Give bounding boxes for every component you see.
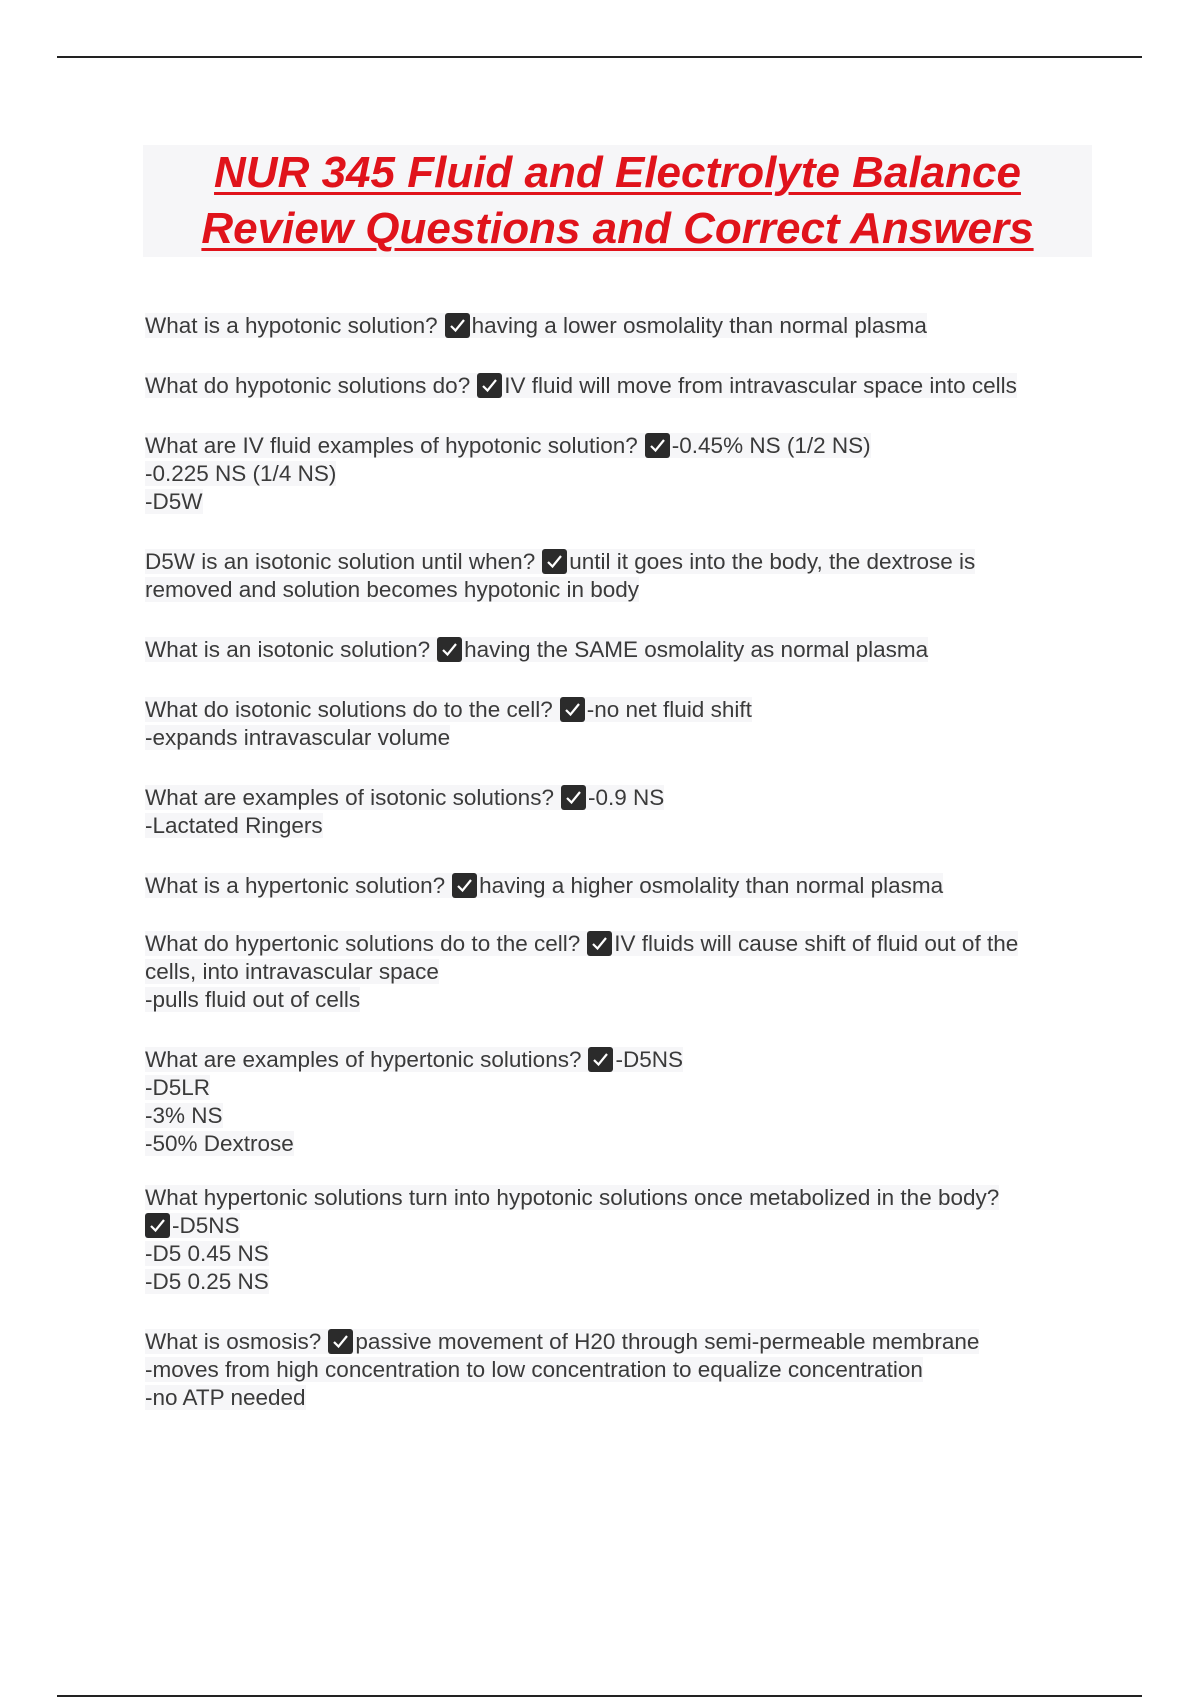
qa-item — [145, 930, 1095, 1014]
answer-line: -moves from high concentration to low concentration to equalize concentration — [145, 1357, 923, 1382]
answer-line: -expands intravascular volume — [145, 725, 451, 750]
qa-item — [145, 636, 1095, 664]
check-icon — [560, 697, 585, 722]
check-icon — [645, 433, 670, 458]
check-icon — [145, 1213, 170, 1238]
answer-line: -D5 0.45 NS — [145, 1241, 269, 1266]
title-line-1: NUR 345 Fluid and Electrolyte Balance — [214, 148, 1021, 197]
check-icon — [452, 873, 477, 898]
qa-item — [145, 432, 1095, 516]
question-text: What do isotonic solutions do to the cell? — [145, 697, 553, 722]
qa-item — [145, 872, 1095, 900]
question-text: What is osmosis? — [145, 1329, 322, 1354]
answer-line: -pulls fluid out of cells — [145, 987, 361, 1012]
check-icon — [477, 373, 502, 398]
answer-text: IV fluids will cause shift of fluid out of the — [614, 931, 1019, 956]
question-text: What are examples of isotonic solutions? — [145, 785, 554, 810]
qa-item — [145, 1046, 1095, 1158]
answer-line: -D5LR — [145, 1075, 211, 1100]
question-text: What are IV fluid examples of hypotonic solution? — [145, 433, 638, 458]
qa-item — [145, 1328, 1095, 1412]
answer-line: -no ATP needed — [145, 1385, 306, 1410]
answer-line: -50% Dextrose — [145, 1131, 294, 1156]
answer-text: having the SAME osmolality as normal plasma — [464, 637, 929, 662]
answer-line: -0.225 NS (1/4 NS) — [145, 461, 337, 486]
answer-line: removed and solution becomes hypotonic in body — [145, 577, 640, 602]
question-text: What do hypotonic solutions do? — [145, 373, 471, 398]
answer-text: having a lower osmolality than normal plasma — [471, 313, 927, 338]
document-title — [143, 145, 1092, 257]
question-text: What are examples of hypertonic solutions? — [145, 1047, 582, 1072]
question-text: What is an isotonic solution? — [145, 637, 431, 662]
qa-item — [145, 696, 1095, 752]
qa-item — [145, 1184, 1095, 1296]
footer-rule — [57, 1695, 1142, 1697]
answer-text: passive movement of H20 through semi-permeable membrane — [355, 1329, 980, 1354]
answer-line: -Lactated Ringers — [145, 813, 323, 838]
title-line-2: Review Questions and Correct Answers — [201, 204, 1034, 253]
question-text: What is a hypotonic solution? — [145, 313, 438, 338]
check-icon — [542, 549, 567, 574]
question-text: What do hypertonic solutions do to the cell? — [145, 931, 581, 956]
answer-text: having a higher osmolality than normal plasma — [479, 873, 944, 898]
answer-text: -D5NS — [172, 1213, 240, 1238]
check-icon — [445, 313, 470, 338]
qa-item — [145, 372, 1095, 400]
answer-text: -no net fluid shift — [586, 697, 752, 722]
question-text: What hypertonic solutions turn into hypotonic solutions once metabolized in the body? — [145, 1185, 1000, 1210]
check-icon — [328, 1329, 353, 1354]
answer-line: -D5 0.25 NS — [145, 1269, 269, 1294]
answer-text: until it goes into the body, the dextrose is — [569, 549, 976, 574]
qa-item — [145, 312, 1095, 340]
check-icon — [561, 785, 586, 810]
qa-list — [145, 312, 1095, 1412]
qa-item — [145, 548, 1095, 604]
answer-line: cells, into intravascular space — [145, 959, 439, 984]
qa-item — [145, 784, 1095, 840]
answer-line: -D5W — [145, 489, 203, 514]
answer-text: -0.9 NS — [587, 785, 665, 810]
answer-line: -3% NS — [145, 1103, 223, 1128]
answer-text: IV fluid will move from intravascular space into cells — [504, 373, 1017, 398]
check-icon — [588, 1047, 613, 1072]
header-rule — [57, 56, 1142, 58]
check-icon — [437, 637, 462, 662]
check-icon — [587, 931, 612, 956]
answer-text: -D5NS — [615, 1047, 683, 1072]
answer-text: -0.45% NS (1/2 NS) — [671, 433, 871, 458]
question-text: What is a hypertonic solution? — [145, 873, 446, 898]
question-text: D5W is an isotonic solution until when? — [145, 549, 536, 574]
